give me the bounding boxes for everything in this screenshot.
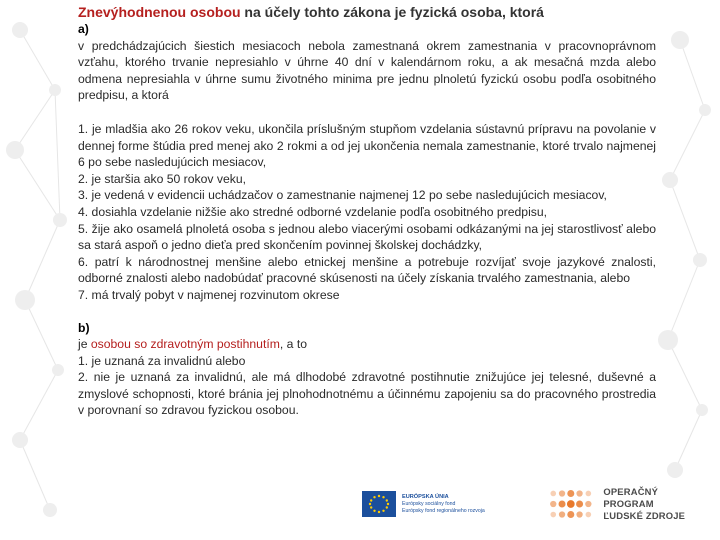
slide-content: [78, 3, 656, 419]
spacer: [78, 304, 656, 320]
section-a-item-5: 5. žije ako osamelá plnoletá osoba s jednou alebo viacerými osobami odkázanými na jej starostlivosť alebo sa stará aspoň o jedno dieťa pred skončením povinnej školskej dochádzky,: [78, 221, 656, 253]
op-logo: [548, 486, 698, 522]
eu-fund-1: Európsky sociálny fond: [402, 500, 456, 507]
section-b-label: b): [78, 320, 90, 335]
op-line-2: ĽUDSKÉ ZDROJE: [603, 510, 686, 521]
section-b-item-1: 1. je uznaná za invalidnú alebo: [78, 353, 246, 368]
eu-name: EURÓPSKA ÚNIA: [402, 493, 449, 500]
section-a-item-7: 7. má trvalý pobyt v najmenej rozvinutom okrese: [78, 287, 340, 302]
slide-title: [78, 3, 656, 21]
title-rest: na účely tohto zákona je fyzická osoba, ktorá: [240, 4, 544, 20]
eu-flag-icon: [362, 491, 396, 517]
eu-logo: [362, 486, 504, 522]
section-b-intro-prefix: je: [78, 337, 91, 352]
section-a-item-3: 3. je vedená v evidencii uchádzačov o zamestnanie najmenej 12 po sebe nasledujúcich mesiacov,: [78, 188, 607, 203]
spacer: [78, 104, 656, 121]
eu-logo-text: [402, 494, 485, 515]
section-a-item-4: 4. dosiahla vzdelanie nižšie ako stredné odborné vzdelanie podľa osobitného predpisu,: [78, 204, 548, 219]
eu-fund-2: Európsky fond regionálneho rozvoja: [402, 507, 485, 514]
section-b-item-2: 2. nie je uznaná za invalidnú, ale má dlhodobé zdravotné postihnutie znižujúce jej telesné, duševné a zmyslové schopnosti, ktoré bránia jej plnohodnotnému a účinnému zapojeniu sa do pracovného prostredia v porovnaní so zdravou fyzickou osobou.: [78, 370, 656, 418]
section-b-intro-highlight: osobou so zdravotným postihnutím: [90, 337, 280, 352]
op-logo-text: [603, 486, 698, 522]
section-b-intro-suffix: , a to: [279, 337, 307, 352]
op-line-1: OPERAČNÝ PROGRAM: [603, 486, 659, 509]
section-a-label: a): [78, 22, 89, 36]
title-accent: Znevýhodnenou osobou: [78, 4, 241, 20]
op-dots-icon: [548, 486, 595, 522]
section-a-item-2: 2. je staršia ako 50 rokov veku,: [78, 171, 247, 186]
section-a-item-6: 6. patrí k národnostnej menšine alebo etnickej menšine a potrebuje rozvíjať svoje jazykové znalosti, odborné znalosti alebo nadobúdať pracovné skúsenosti na účely získania trvalého zamestnania, alebo: [78, 254, 656, 286]
section-b-intro: [78, 336, 656, 353]
section-a-intro: v predchádzajúcich šiestich mesiacoch nebola zamestnaná okrem zamestnania v pracovnoprávnom vzťahu, ktorého trvanie nepresiahlo v úhrne 40 dní v kalendárnom roku, a ak mesačná mzda alebo odmena nepresiahla v úhrne sumu životného minima pre jednu plnoletú fyzickú osobu podľa osobitného predpisu, a ktorá: [78, 38, 656, 103]
section-a-item-1: 1. je mladšia ako 26 rokov veku, ukončila príslušným stupňom vzdelania sústavnú prípravu na povolanie v dennej forme štúdia pred menej ako 2 rokmi a od jej ukončenia nemala zamestnanie, ktoré trvalo najmenej 6 po sebe nasledujúcich mesiacov,: [78, 121, 656, 170]
